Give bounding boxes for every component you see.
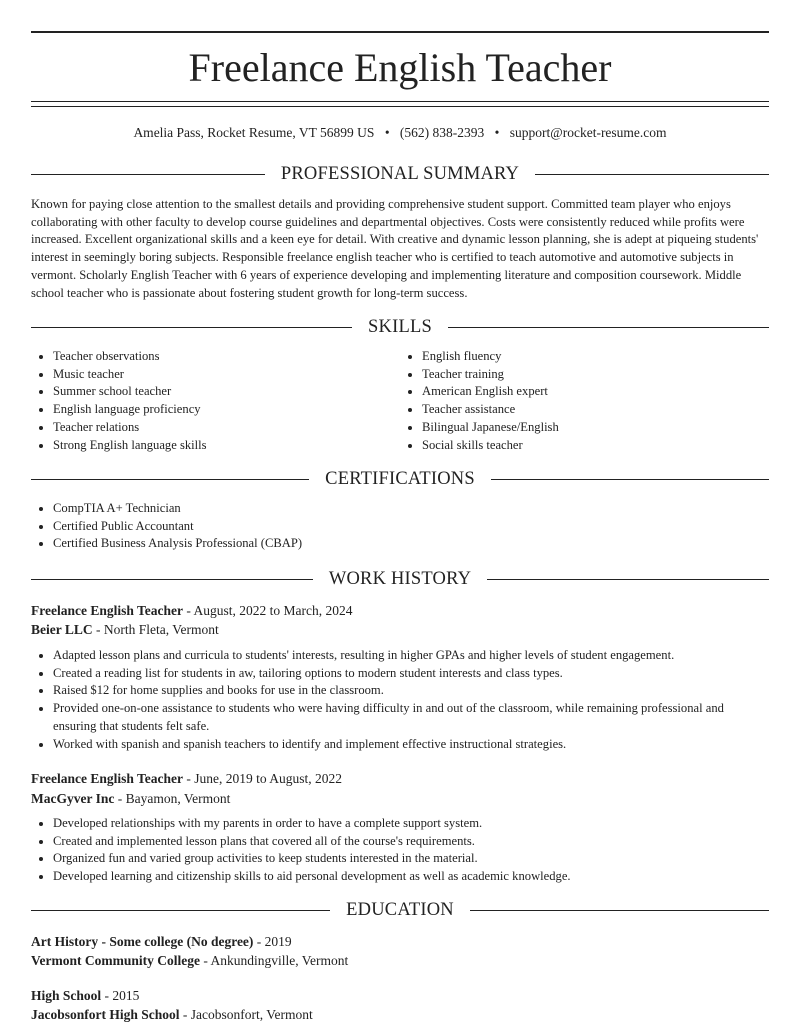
education-school-line: [31, 951, 769, 970]
summary-text: Known for paying close attention to the smallest details and providing comprehensive student support. Committed team player who enjoys collaborating with other faculty to develop course guidelines and departmental objectives. Costs were consistently reduced while profits were increased. Excellent organizational skills and a keen eye for detail. With creative and dynamic lesson planning, she is adept at piqueing students' interest in seemingly boring subjects. Responsible freelance english teacher who is certified to teach automotive and automotive subjects in vermont. Scholarly English Teacher with 6 years of experience developing and implementing literature and composition coursework. Middle school teacher who is passionate about fostering student growth for long-term success.: [31, 197, 759, 300]
divider-line: [31, 579, 313, 580]
education-degree: Art History - Some college (No degree): [31, 934, 254, 949]
skills-list-right: [400, 348, 769, 454]
job-dates: - June, 2019 to August, 2022: [183, 771, 343, 786]
divider-line: [31, 327, 352, 328]
skill-item: • Teacher observations: [53, 348, 400, 366]
job-location: - North Fleta, Vermont: [92, 622, 219, 637]
skill-item: • English language proficiency: [53, 401, 400, 419]
education-school-line: [31, 1005, 769, 1024]
divider-line: [487, 579, 769, 580]
job-dates: - August, 2022 to March, 2024: [183, 603, 353, 618]
education-degree-line: [31, 986, 769, 1005]
skill-item: • Teacher training: [422, 366, 769, 384]
job-bullets: [31, 647, 769, 753]
section-title: EDUCATION: [346, 900, 454, 920]
education-location: - Ankundingville, Vermont: [199, 953, 349, 968]
job-company-line: [31, 620, 769, 639]
education-year: - 2019: [253, 934, 292, 949]
top-rule: [31, 31, 769, 33]
page-title: Freelance English Teacher: [188, 45, 612, 90]
skill-item: • American English expert: [422, 383, 769, 401]
section-title: SKILLS: [368, 317, 432, 337]
skill-item: • Social skills teacher: [422, 437, 769, 455]
job-title: Freelance English Teacher: [31, 771, 183, 786]
certification-item: • Certified Business Analysis Professional (CBAP): [53, 535, 769, 553]
contact-phone: (562) 838-2393: [399, 125, 485, 140]
certifications-list: [31, 500, 769, 553]
skill-item: • Strong English language skills: [53, 437, 400, 455]
divider-line: [491, 479, 769, 480]
skills-columns: [31, 348, 769, 454]
education-year: - 2015: [101, 988, 140, 1003]
skill-item: • English fluency: [422, 348, 769, 366]
job-bullet: • Developed learning and citizenship skills to aid personal development as well as academic knowledge.: [53, 868, 769, 886]
job-bullet: • Developed relationships with my parents in order to have a complete support system.: [53, 815, 769, 833]
contact-address: Amelia Pass, Rocket Resume, VT 56899 US: [133, 125, 375, 140]
certification-item: • Certified Public Accountant: [53, 518, 769, 536]
skill-item: • Summer school teacher: [53, 383, 400, 401]
section-title: CERTIFICATIONS: [325, 469, 475, 489]
section-heading-skills: [31, 316, 769, 338]
contact-separator: •: [384, 125, 390, 140]
divider-line: [31, 479, 309, 480]
job-bullet: • Provided one-on-one assistance to students who were having difficulty in and out of the classroom, while remaining professional and ensuring that students felt safe.: [53, 700, 769, 735]
job-bullet: • Organized fun and varied group activities to keep students interested in the material.: [53, 850, 769, 868]
job-company: MacGyver Inc: [31, 791, 115, 806]
divider-line: [470, 910, 769, 911]
divider-line: [31, 174, 265, 175]
job-title: Freelance English Teacher: [31, 603, 183, 618]
section-heading-education: [31, 899, 769, 921]
education-location: - Jacobsonfort, Vermont: [179, 1007, 313, 1022]
job-company: Beier LLC: [31, 622, 93, 637]
skill-item: • Teacher assistance: [422, 401, 769, 419]
skill-item: • Music teacher: [53, 366, 400, 384]
job-bullet: • Worked with spanish and spanish teachers to identify and implement effective instructional strategies.: [53, 736, 769, 754]
job-bullet: • Created a reading list for students in aw, tailoring options to modern student interests and class types.: [53, 665, 769, 683]
contact-email: support@rocket-resume.com: [509, 125, 667, 140]
education-school: Jacobsonfort High School: [31, 1007, 180, 1022]
section-heading-certifications: [31, 468, 769, 490]
job-location: - Bayamon, Vermont: [114, 791, 231, 806]
job-company-line: [31, 789, 769, 808]
contact-separator: •: [494, 125, 500, 140]
divider-line: [535, 174, 769, 175]
job-title-line: [31, 769, 769, 788]
double-rule: [31, 101, 769, 107]
divider-line: [448, 327, 769, 328]
job-bullet: • Created and implemented lesson plans that covered all of the course's requirements.: [53, 833, 769, 851]
section-title: WORK HISTORY: [328, 569, 472, 589]
job-bullet: • Adapted lesson plans and curricula to students' interests, resulting in higher GPAs and higher levels of student engagement.: [53, 647, 769, 665]
skill-item: • Teacher relations: [53, 419, 400, 437]
contact-line: [0, 124, 800, 142]
job-title-line: [31, 601, 769, 620]
certification-item: • CompTIA A+ Technician: [53, 500, 769, 518]
job-bullet: • Raised $12 for home supplies and books for use in the classroom.: [53, 682, 769, 700]
education-school: Vermont Community College: [31, 953, 200, 968]
education-degree-line: [31, 932, 769, 951]
job-bullets: [31, 815, 769, 886]
skill-item: • Bilingual Japanese/English: [422, 419, 769, 437]
education-degree: High School: [31, 988, 102, 1003]
divider-line: [31, 910, 330, 911]
section-heading-work: [31, 568, 769, 590]
skills-list-left: [31, 348, 400, 454]
section-title: PROFESSIONAL SUMMARY: [280, 164, 520, 184]
section-heading-summary: [31, 163, 769, 185]
